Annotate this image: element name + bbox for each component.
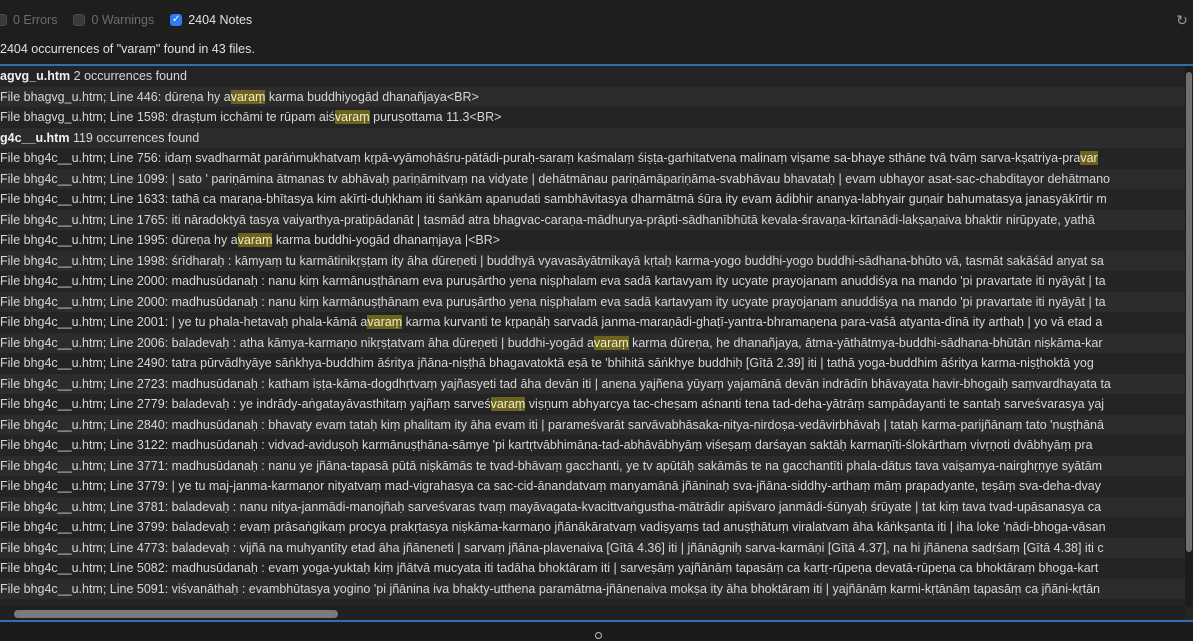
result-text: karma dūreṇa, he dhanañjaya, ātma-yāthātmya-buddhi-sādhana-bhūtān niṣkāma-kar <box>628 335 1103 350</box>
result-text: File bhg4c__u.htm; Line 3781: baladevaḥ : nanu nitya-janmādi-manojñaḥ sarveśvaras tvaṃ mayāvagata-kvacittvaṅgustha-mātrādir apiśvaro janmādi-śūnyaḥ śrūyate | tat kiṃ tava tvad-upāsanasya ca <box>0 499 1102 514</box>
checkbox-icon[interactable] <box>73 14 85 26</box>
horizontal-scrollbar[interactable] <box>0 606 1185 620</box>
result-text: karma buddhiyogād dhanañjaya<BR> <box>265 89 479 104</box>
search-summary: 2404 occurrences of "varaṃ" found in 43 files. <box>0 42 255 56</box>
result-text: viṣṇum abhyarcya tac-cheṣam aśnanti tena tad-deha-yātrāṃ sampādayanti te santaḥ sarveśvarasya yaj <box>525 397 1105 411</box>
result-line[interactable] <box>0 517 1185 538</box>
file-group-header[interactable] <box>0 128 1185 149</box>
result-text: File bhg4c__u.htm; Line 1995: dūreṇa hy a <box>0 233 238 247</box>
resize-grip-icon[interactable] <box>595 632 602 639</box>
match-highlight: varaṃ <box>237 233 273 247</box>
filter-0[interactable] <box>0 13 57 27</box>
result-line[interactable] <box>0 558 1185 579</box>
result-text: File bhg4c__u.htm; Line 2000: madhusūdanaḥ : nanu kiṃ karmānuṣṭhānam eva puruṣārtho yena niṣphalam eva sadā kartavyam ity ucyate prayojanam anuddiśya na mando 'pi pravartate iti nyāyāt | ta <box>0 274 1106 288</box>
filter-bar <box>0 0 1193 40</box>
result-text: puruṣottama 11.3<BR> <box>369 110 502 124</box>
result-line[interactable] <box>0 497 1185 518</box>
match-highlight: varaṃ <box>334 110 370 124</box>
status-footer <box>0 622 1193 641</box>
result-line[interactable] <box>0 251 1185 272</box>
match-highlight: varaṃ <box>490 397 526 411</box>
filter-2[interactable] <box>170 13 252 27</box>
checkbox-icon[interactable] <box>0 14 7 26</box>
result-line[interactable] <box>0 538 1185 559</box>
file-name: agvg_u.htm <box>0 69 71 83</box>
result-text: File bhg4c__u.htm; Line 2490: tatra pūrvādhyāye sāṅkhya-buddhim āśritya jñāna-niṣṭhā bhagavatoktā eṣā te 'bhihitā sāṅkhye buddhiḥ [Gītā 2.39] iti | tathā yoga-buddhim āśritya karma-niṣṭhoktā yog <box>0 356 1094 370</box>
result-line[interactable] <box>0 374 1185 395</box>
filter-label: 2404 Notes <box>188 13 253 27</box>
checkbox-checked-icon[interactable]: ✓ <box>172 14 181 25</box>
result-line[interactable] <box>0 456 1185 477</box>
filter-label: 0 Errors <box>13 13 58 27</box>
occurrence-count: 2 occurrences found <box>73 69 187 83</box>
result-line[interactable] <box>0 148 1185 169</box>
refresh-icon[interactable]: ↻ <box>1176 12 1188 28</box>
result-line[interactable] <box>0 210 1185 231</box>
result-line[interactable] <box>0 394 1185 415</box>
vertical-scrollbar-thumb[interactable] <box>1186 72 1192 552</box>
filter-label: 0 Warnings <box>91 13 155 27</box>
result-line[interactable] <box>0 435 1185 456</box>
result-text: File bhg4c__u.htm; Line 1633: tathā ca maraṇa-bhītasya kim akīrti-duḥkham iti śaṅkām apanudati sambhāvitasya dharmātmā śūra ity evam ādibhir ananya-labhyair guṇair bahumatasya janasyākīrtir m <box>0 192 1107 206</box>
result-text: File bhg4c__u.htm; Line 2723: madhusūdanaḥ : katham iṣṭa-kāma-dogdhṛtvaṃ yajñasyeti tad āha devān iti | anena yajñena yūyaṃ yajamānā devān indrādīn bhāvayata havir-bhogaiḥ saṃvardhayata ta <box>0 376 1111 391</box>
result-text: File bhg4c__u.htm; Line 3779: | ye tu maj-janma-karmaṇor nityatvaṃ mad-vigrahasya ca sac-cid-ānandatvaṃ manyamānā jñāninaḥ sva-jñāna-siddhy-arthaṃ māṃ prapadyante, teṣāṃ sva-deha-dvay <box>0 479 1102 493</box>
result-line[interactable] <box>0 189 1185 210</box>
result-text: File bhg4c__u.htm; Line 2000: madhusūdanaḥ : nanu kiṃ karmānuṣṭhānam eva puruṣārtho yena niṣphalam eva sadā kartavyam ity ucyate prayojanam anuddiśya na mando 'pi pravartate iti nyāyāt | ta <box>0 294 1106 309</box>
result-line[interactable] <box>0 353 1185 374</box>
vertical-scrollbar[interactable] <box>1185 66 1193 606</box>
result-text: File bhagvg_u.htm; Line 446: dūreṇa hy a <box>0 89 231 104</box>
result-text: karma kurvanti te kṛpaṇāḥ sarvadā janma-maraṇādi-ghaṭī-yantra-bhramaṇena para-vaśā atyanta-dīnā ity arthaḥ | yo vā etad a <box>402 315 1103 329</box>
result-text: File bhg4c__u.htm; Line 1998: śrīdharaḥ : kāmyaṃ tu karmātinikṛṣṭam ity āha dūreṇeti | buddhyā vyavasāyātmikayā kṛtaḥ karma-yogo buddhi-yogo buddhi-sādhana-bhūto vā, tasmāt sakāśād anyat sa <box>0 253 1104 268</box>
result-text: File bhg4c__u.htm; Line 2779: baladevaḥ : ye indrādy-aṅgatayāvasthitaṃ yajñaṃ sarveś <box>0 397 491 411</box>
result-text: File bhg4c__u.htm; Line 5091: viśvanāthaḥ : evambhūtasya yogino 'pi jñānina iva bhakty-utthena paramātma-jñānenaiva mokṣa ity āha bhoktāram iti | yajñānāṃ karmi-kṛtānāṃ tapasāṃ ca jñāni-kṛtān <box>0 581 1100 596</box>
result-text: File bhg4c__u.htm; Line 4773: baladevaḥ : vijñā na muhyantīty etad āha jñāneneti | sarvaṃ jñāna-plavenaiva [Gītā 4.36] iti | jñānāgniḥ sarva-karmāṇi [Gītā 4.37], na hi jñānena sadṛśaṃ [Gītā 4.38] iti c <box>0 540 1104 555</box>
filter-1[interactable] <box>73 13 154 27</box>
result-line[interactable] <box>0 292 1185 313</box>
result-text: File bhg4c__u.htm; Line 1765: iti nāradoktyā tasya vaiyarthya-pratipādanāt | tasmād atra bhagvac-caraṇa-mādhurya-prāpti-sādhanībhūtā kevala-śravaṇa-kīrtanādi-lakṣaṇaiva bhaktir nirūpyate, yathā <box>0 212 1095 227</box>
result-text: File bhg4c__u.htm; Line 1099: | sato ' pariṇāmina ātmanas tv abhāvaḥ pariṇāmitvaṃ na vidyate | dehātmānau pariṇāmāpariṇāma-svabhāvau bhavataḥ | evam ubhayor asat-sac-chabditayor dehātmano <box>0 171 1111 186</box>
result-text: File bhg4c__u.htm; Line 5082: madhusūdanaḥ : evaṃ yoga-yuktaḥ kiṃ jñātvā mucyata iti tadāha bhoktāram iti | sarveṣāṃ yajñānāṃ tapasāṃ ca kartṛ-rūpeṇa devatā-rūpeṇa ca bhoktāraṃ bhoga-kart <box>0 561 1099 575</box>
match-highlight: varaṃ <box>230 89 266 104</box>
result-text: File bhg4c__u.htm; Line 3799: baladevaḥ : evaṃ prāsaṅgikaṃ procya prakṛtasya niṣkāma-karmaṇo jñānākāratvaṃ vadiṣyaṃs tad anuṣṭhātuṃ viralatvam āha kāṅkṣanta iti | iha loke 'nādi-bhoga-vāsan <box>0 520 1106 534</box>
result-line[interactable] <box>0 333 1185 354</box>
match-highlight: varaṃ <box>367 315 403 329</box>
result-line[interactable] <box>0 169 1185 190</box>
result-line[interactable] <box>0 87 1185 108</box>
result-line[interactable] <box>0 312 1185 333</box>
results-panel <box>0 64 1193 622</box>
result-line[interactable] <box>0 415 1185 436</box>
result-text: File bhg4c__u.htm; Line 3771: madhusūdanaḥ : nanu ye jñāna-tapasā pūtā niṣkāmās te tvad-bhāvaṃ gacchanti, ye tv apūtāḥ sakāmās te na gacchantīti phala-dātus tava vaiṣamya-nairghṛṇye syātām <box>0 458 1103 473</box>
result-text: File bhg4c__u.htm; Line 3122: madhusūdanaḥ : vidvad-aviduṣoḥ karmānuṣṭhāna-sāmye 'pi kartṛtvābhimāna-tad-abhāvābhyāṃ viśeṣaṃ darśayan saktāḥ karmaṇīti-ślokārthaṃ vivṛṇoti dvābhyāṃ pra <box>0 438 1093 452</box>
occurrence-count: 119 occurrences found <box>72 130 200 145</box>
result-line[interactable] <box>0 107 1185 128</box>
result-text: File bhg4c__u.htm; Line 2840: madhusūdanaḥ : bhavaty evam tataḥ kiṃ phalitam ity āha evam iti | parameśvarāt sarvāvabhāsaka-nitya-nirdoṣa-vedāvirbhāvaḥ | tataḥ karma-parijñānaṃ tato 'nuṣṭhānā <box>0 417 1104 432</box>
horizontal-scrollbar-thumb[interactable] <box>14 610 338 618</box>
file-group-header[interactable] <box>0 66 1185 87</box>
result-line[interactable] <box>0 271 1185 292</box>
result-line[interactable] <box>0 476 1185 497</box>
results-list <box>0 66 1185 606</box>
result-line[interactable] <box>0 579 1185 600</box>
result-text: File bhg4c__u.htm; Line 756: idaṃ svadharmāt parāṅmukhatvaṃ kṛpā-vyāmohāśru-pātādi-puraḥ-saraṃ kaśmalaṃ śiṣṭa-garhitatvena malinaṃ viṣame sa-bhaye sthāne tvā tvāṃ sarva-kṣatriya-pra <box>0 151 1081 165</box>
match-highlight: varaṃ <box>593 335 629 350</box>
match-highlight: var <box>1080 151 1098 165</box>
result-text: karma buddhi-yogād dhanaṃjaya |<BR> <box>272 233 501 247</box>
result-line[interactable] <box>0 230 1185 251</box>
result-text: File bhg4c__u.htm; Line 2006: baladevaḥ : atha kāmya-karmaṇo nikṛṣṭatvam āha dūreṇeti | buddhi-yogād a <box>0 335 594 350</box>
file-name: g4c__u.htm <box>0 130 70 145</box>
result-text: File bhg4c__u.htm; Line 2001: | ye tu phala-hetavaḥ phala-kāmā a <box>0 315 368 329</box>
result-text: File bhagvg_u.htm; Line 1598: draṣṭum icchāmi te rūpam aiś <box>0 110 335 124</box>
